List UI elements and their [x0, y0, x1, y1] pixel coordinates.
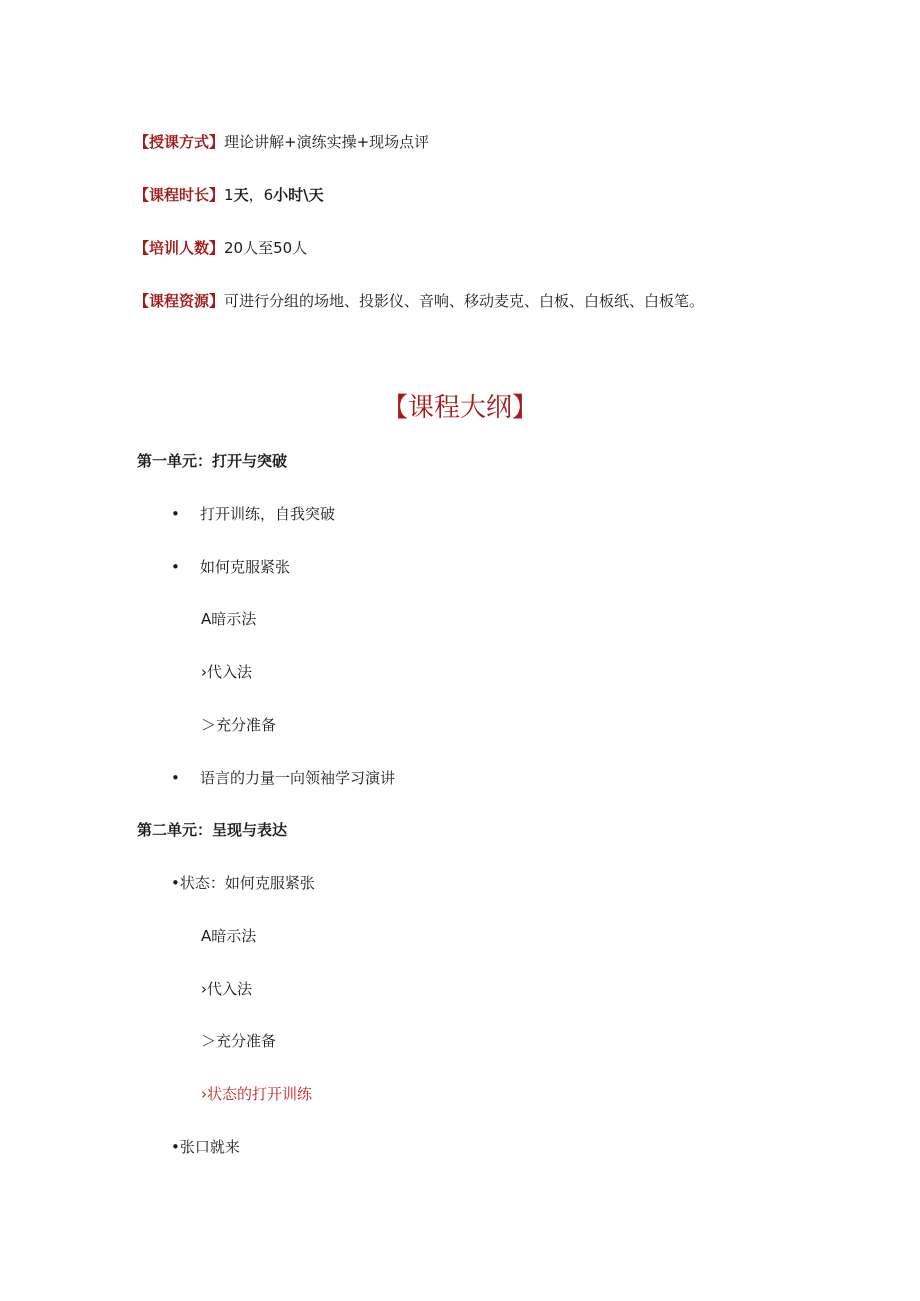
unit2-subitem-3: ＞充分准备 — [201, 1032, 277, 1050]
unit1-subitem-3: ＞充分准备 — [201, 716, 277, 734]
outline-title: 【课程大纲】 — [381, 393, 538, 423]
info-method-label: 【授课方式】 — [134, 133, 225, 151]
info-duration — [134, 185, 324, 205]
info-resources-value: 可进行分组的场地、投影仪、音响、移动麦克、白板、白板纸、白板笔。 — [224, 292, 705, 310]
unit1-item-2: 如何克服紧张 — [200, 558, 291, 576]
info-resources — [134, 291, 704, 311]
info-duration-hours: ，6 — [248, 186, 274, 204]
unit1-subitem-1: A暗示法 — [201, 610, 257, 628]
info-method-value: 理论讲解+演练实操+现场点评 — [224, 133, 430, 151]
info-participants-label: 【培训人数】 — [134, 239, 225, 257]
unit2-heading: 第二单元：呈现与表达 — [137, 821, 288, 839]
unit1-heading: 第一单元：打开与突破 — [137, 452, 288, 470]
unit2-highlight-item: ›状态的打开训练 — [201, 1085, 312, 1103]
info-method — [134, 132, 429, 152]
unit2-subitem-2: ›代入法 — [201, 980, 252, 998]
unit1-item-3: 语言的力量一向领袖学习演讲 — [200, 769, 396, 787]
unit1-bullet-3: • — [171, 769, 180, 787]
info-duration-day: 天 — [233, 186, 249, 204]
info-duration-number: 1 — [224, 186, 234, 204]
unit2-item-1: •状态：如何克服紧张 — [171, 874, 315, 892]
info-participants-value: 20人至50人 — [224, 239, 308, 257]
unit1-subitem-2: ›代入法 — [201, 663, 252, 681]
unit2-item-2: •张口就来 — [171, 1138, 240, 1156]
info-duration-label: 【课程时长】 — [134, 186, 225, 204]
info-participants — [134, 238, 307, 258]
info-resources-label: 【课程资源】 — [134, 292, 225, 310]
unit1-item-1: 打开训练，自我突破 — [200, 505, 336, 523]
unit2-subitem-1: A暗示法 — [201, 927, 257, 945]
unit1-bullet-1: • — [171, 505, 180, 523]
unit1-bullet-2: • — [171, 558, 180, 576]
info-duration-per-day: 小时\天 — [273, 186, 324, 204]
